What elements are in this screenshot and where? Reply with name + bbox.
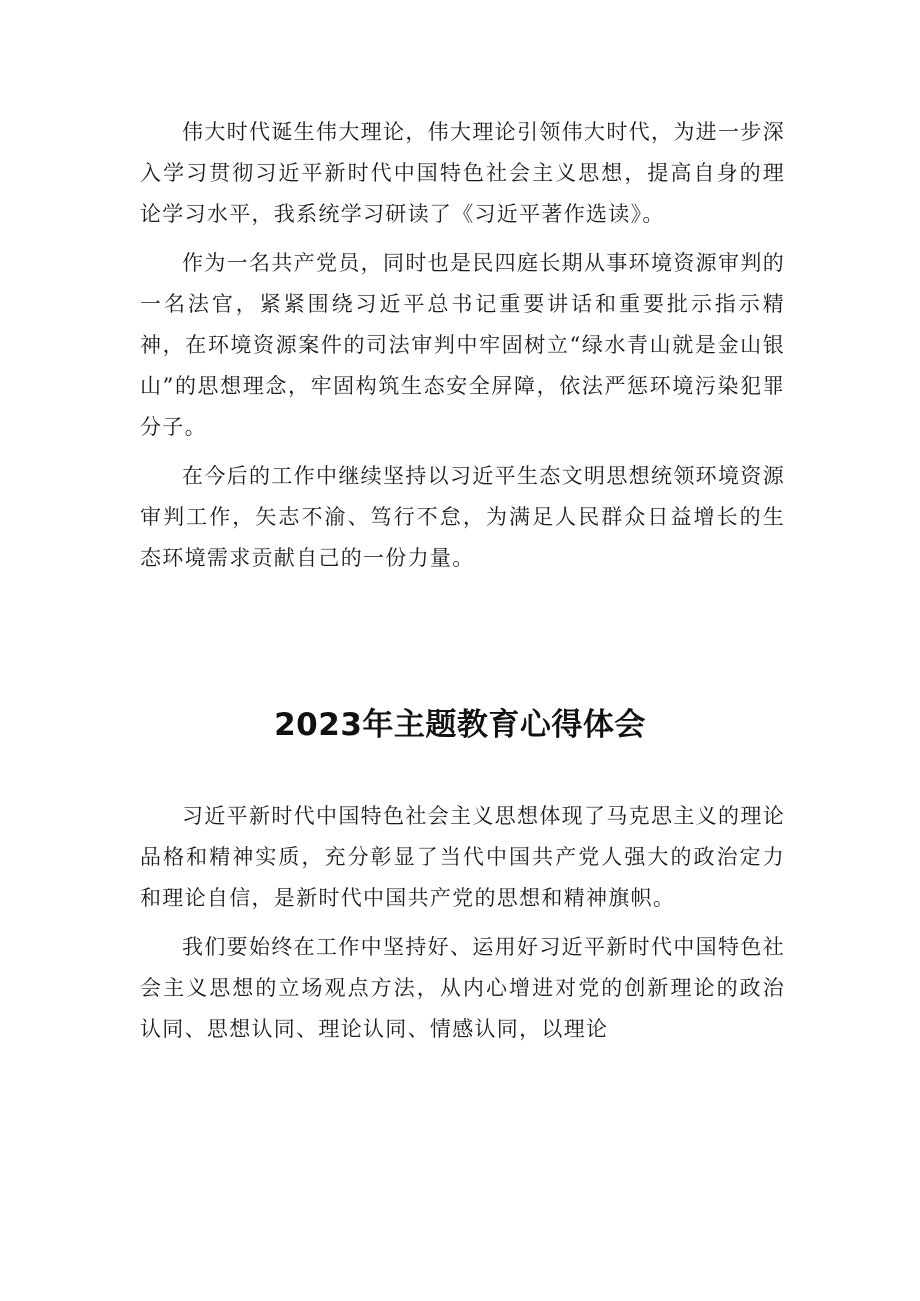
paragraph: 在今后的工作中继续坚持以习近平生态文明思想统领环境资源审判工作，矢志不渝、笃行不怠，为满足人民群众日益增长的生态环境需求贡献自己的一份力量。	[140, 463, 785, 571]
body-section-bottom	[140, 796, 785, 1057]
paragraph: 习近平新时代中国特色社会主义思想体现了马克思主义的理论品格和精神实质，充分彰显了当代中国共产党人强大的政治定力和理论自信，是新时代中国共产党的思想和精神旗帜。	[140, 804, 785, 911]
paragraph: 作为一名共产党员，同时也是民四庭长期从事环境资源审判的一名法官，紧紧围绕习近平总书记重要讲话和重要批示指示精神，在环境资源案件的司法审判中牢固树立“绿水青山就是金山银山”的思想理念，牢固构筑生态安全屏障，依法严惩环境污染犯罪分子。	[140, 250, 785, 440]
document-title: 2023年主题教育心得体会	[274, 707, 646, 743]
body-section-top	[140, 112, 785, 586]
paragraph: 我们要始终在工作中坚持好、运用好习近平新时代中国特色社会主义思想的立场观点方法，从内心增进对党的创新理论的政治认同、思想认同、理论认同、情感认同，以理论	[140, 934, 785, 1042]
paragraph: 伟大时代诞生伟大理论，伟大理论引领伟大时代，为进一步深入学习贯彻习近平新时代中国特色社会主义思想，提高自身的理论学习水平，我系统学习研读了《习近平著作选读》。	[140, 120, 785, 227]
